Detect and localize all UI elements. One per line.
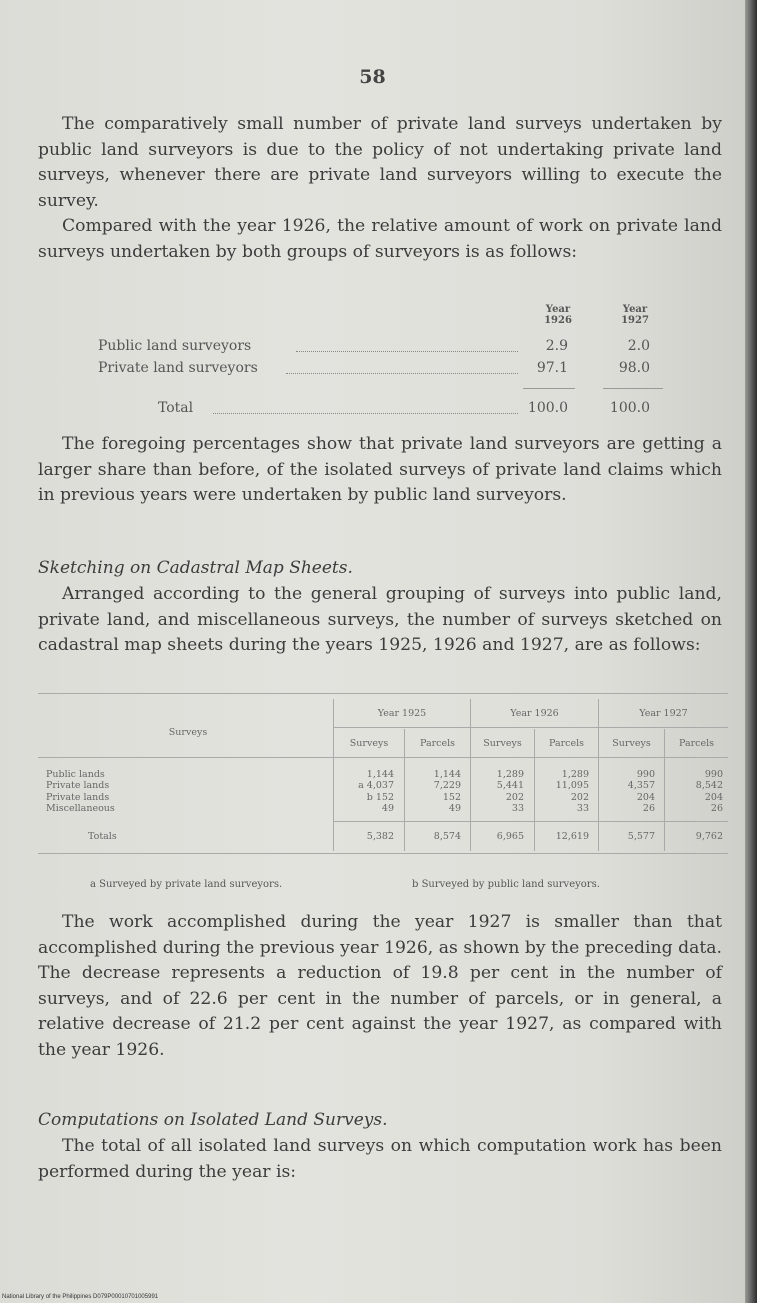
col-header-1926: Year 1926 xyxy=(544,304,572,326)
footnote-b: b Surveyed by public land surveyors. xyxy=(412,879,600,890)
pct-row-private: Private land surveyors 97.1 98.0 xyxy=(98,360,650,376)
pct-row-total: Total 100.0 100.0 xyxy=(158,400,650,416)
heading-sketching: Sketching on Cadastral Map Sheets. xyxy=(38,558,353,578)
paragraph-1: The comparatively small number of private land surveys undertaken by public land surveyors is due to the policy of not undertaking private land surveys, whenever there are private land surveyors willing to execute the survey. Compared with the year 1926, the relative amount of work on private land surveys undertaken by both groups of surveyors is as follows: xyxy=(38,112,722,266)
col-1926-parcels: 1,289 11,095 202 33 xyxy=(555,769,589,815)
heading-computations: Computations on Isolated Land Surveys. xyxy=(38,1110,388,1130)
book-spine-edge xyxy=(745,0,757,1303)
library-credit: National Library of the Philippines D079P00010701005991 xyxy=(2,1294,159,1300)
paragraph-2: Compared with the year 1926, the relative amount of work on private land surveys undertaken by both groups of surveyors is as follows: xyxy=(38,216,722,262)
row-labels: Public lands Private lands Private lands Miscellaneous xyxy=(46,769,115,815)
col-1927-surveys: 990 4,357 204 26 xyxy=(627,769,655,815)
col-header-1927: Year 1927 xyxy=(621,304,649,326)
stub-header: Surveys xyxy=(168,727,208,738)
pct-row-public: Public land surveyors 2.9 2.0 xyxy=(98,338,650,354)
paragraph-6: The total of all isolated land surveys on which computation work has been performed during the year is: xyxy=(38,1136,722,1182)
page-number: 58 xyxy=(359,66,386,88)
col-1927-parcels: 990 8,542 204 26 xyxy=(695,769,723,815)
year-1927-header: Year 1927 xyxy=(639,708,688,719)
paragraph-3: The foregoing percentages show that private land surveyors are getting a larger share than before, of the isolated surveys of private land claims which in previous years were undertaken by public land surveyors. xyxy=(38,434,722,506)
document-page: 58 The comparatively small number of private land surveys undertaken by public land surveyors is due to the policy of not undertaking private land surveys, whenever there are private land surveyors willing to execute the survey. Compared with the year 1926, the relative amount of work on private land surveys undertaken by both groups of surveyors is as follows: Year 1926 Year 1927 Public land surveyors 2.9 2.0 Private land surveyors 97.1 98.0 Total 100.0 100.0 The foregoing percentages show that private land surveyors are getting a larger share than before, of the isolated surveys of private land claims which in previous years were undertaken by public land surveyors. Sketching on Cadastral Map Sheets. Arranged according to the general grouping of surveys into public land, private land, and miscellaneous surveys, the number of surveys sketched on cadastral map sheets during the years 1925, 1926 and 1927, are as follows: Surveys Year 1925 Year 1926 Year 1927 Surveys Parcels Surveys Parcels Surveys Parcels Public lands Private lands Private lands Miscellaneous 1,144 a 4,037 b 152 49 1,144 7,229 152 49 1,289 5,441 202 33 1,289 11,095 202 33 990 4,357 204 26 990 8,542 204 26 Totals 5,382 8,574 6,965 12,619 5,577 9,762 a Surveyed by private land surveyors. b Surveyed by public land surveyors. The work accomplished during the year 1927 is smaller than that accomplished during the previous year 1926, as shown by the preceding data. The decrease represents a reduction of 19.8 per cent in the number of surveys, and of 22.6 per cent in the number of parcels, or in general, a relative decrease of 21.2 per cent against the year 1927, as compared with the year 1926. Computations on Isolated Land Surveys. The total of all isolated land surveys on which computation work has been performed during the year is: xyxy=(0,0,745,1303)
paragraph-5: The work accomplished during the year 1927 is smaller than that accomplished during the previous year 1926, as shown by the preceding data. The decrease represents a reduction of 19.8 per cent in the number of surveys, and of 22.6 per cent in the number of parcels, or in general, a relative decrease of 21.2 per cent against the year 1927, as compared with the year 1926. xyxy=(38,912,722,1060)
year-1926-header: Year 1926 xyxy=(510,708,559,719)
paragraph-4: Arranged according to the general grouping of surveys into public land, private land, and miscellaneous surveys, the number of surveys sketched on cadastral map sheets during the years 1925, 1926 and 1927, are as follows: xyxy=(38,584,722,656)
totals-label: Totals xyxy=(88,831,117,842)
year-1925-header: Year 1925 xyxy=(377,708,427,719)
col-1926-surveys: 1,289 5,441 202 33 xyxy=(496,769,524,815)
col-1925-parcels: 1,144 7,229 152 49 xyxy=(433,769,461,815)
col-1925-surveys: 1,144 a 4,037 b 152 49 xyxy=(358,769,394,815)
footnote-a: a Surveyed by private land surveyors. xyxy=(90,879,283,890)
